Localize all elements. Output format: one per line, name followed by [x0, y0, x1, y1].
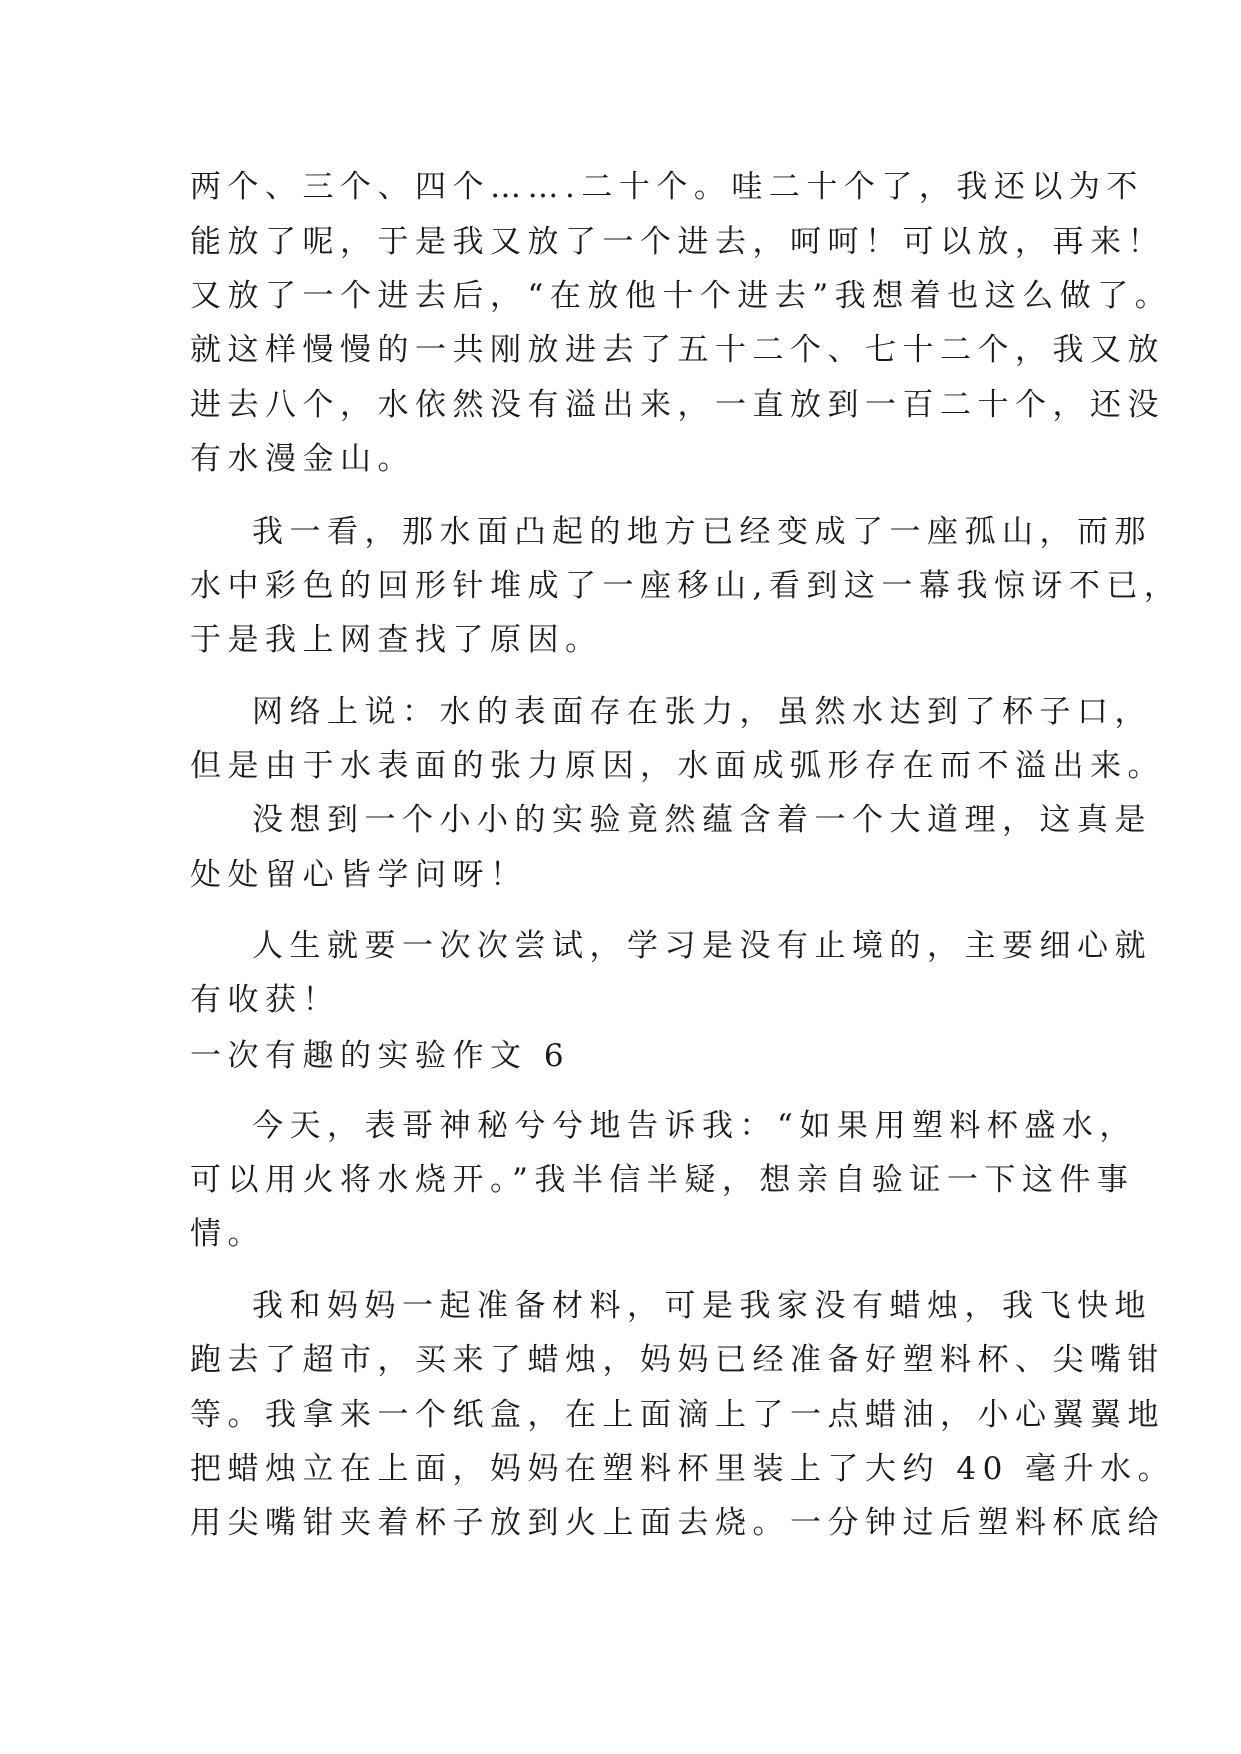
text-line: 两个、三个、四个…….二十个。哇二十个了，我还以为不 — [190, 169, 1144, 205]
text-line: 用尖嘴钳夹着杯子放到火上面去烧。一分钟过后塑料杯底给 — [190, 1505, 1165, 1541]
text-line: 水中彩色的回形针堆成了一座移山,看到这一幕我惊讶不已， — [190, 568, 1182, 604]
text-line: 于是我上网查找了原因。 — [190, 622, 603, 658]
text-line: 又放了一个进去后，“在放他十个进去”我想着也这么做了。 — [190, 278, 1173, 314]
paragraph-start-line: 没想到一个小小的实验竟然蕴含着一个大道理，这真是 — [252, 802, 1152, 838]
text-line: 情。 — [190, 1216, 265, 1252]
paragraph-start-line: 我一看，那水面凸起的地方已经变成了一座孤山，而那 — [252, 514, 1152, 550]
text-line: 处处留心皆学问呀！ — [190, 857, 528, 893]
text-line: 能放了呢，于是我又放了一个进去，呵呵！可以放，再来！ — [190, 224, 1165, 260]
paragraph-start-line: 网络上说：水的表面存在张力，虽然水达到了杯子口， — [252, 694, 1152, 730]
text-line: 进去八个，水依然没有溢出来，一直放到一百二十个，还没 — [190, 387, 1165, 423]
paragraph-start-line: 今天，表哥神秘兮兮地告诉我：“如果用塑料杯盛水， — [252, 1108, 1137, 1144]
text-line: 等。我拿来一个纸盒，在上面滴上了一点蜡油，小心翼翼地 — [190, 1397, 1165, 1433]
text-line: 有水漫金山。 — [190, 441, 415, 477]
text-line: 可以用火将水烧开。”我半信半疑，想亲自验证一下这件事 — [190, 1162, 1135, 1198]
text-line: 跑去了超市，买来了蜡烛，妈妈已经准备好塑料杯、尖嘴钳 — [190, 1342, 1165, 1378]
text-line: 就这样慢慢的一共刚放进去了五十二个、七十二个，我又放 — [190, 332, 1165, 368]
text-line: 但是由于水表面的张力原因，水面成弧形存在而不溢出来。 — [190, 748, 1165, 784]
text-line: 把蜡烛立在上面，妈妈在塑料杯里装上了大约 40 毫升水。 — [190, 1451, 1176, 1487]
paragraph-start-line: 人生就要一次次尝试，学习是没有止境的，主要细心就 — [252, 928, 1152, 964]
paragraph-start-line: 我和妈妈一起准备材料，可是我家没有蜡烛，我飞快地 — [252, 1288, 1152, 1324]
section-heading: 一次有趣的实验作文 6 — [190, 1038, 571, 1074]
text-line: 有收获！ — [190, 982, 340, 1018]
